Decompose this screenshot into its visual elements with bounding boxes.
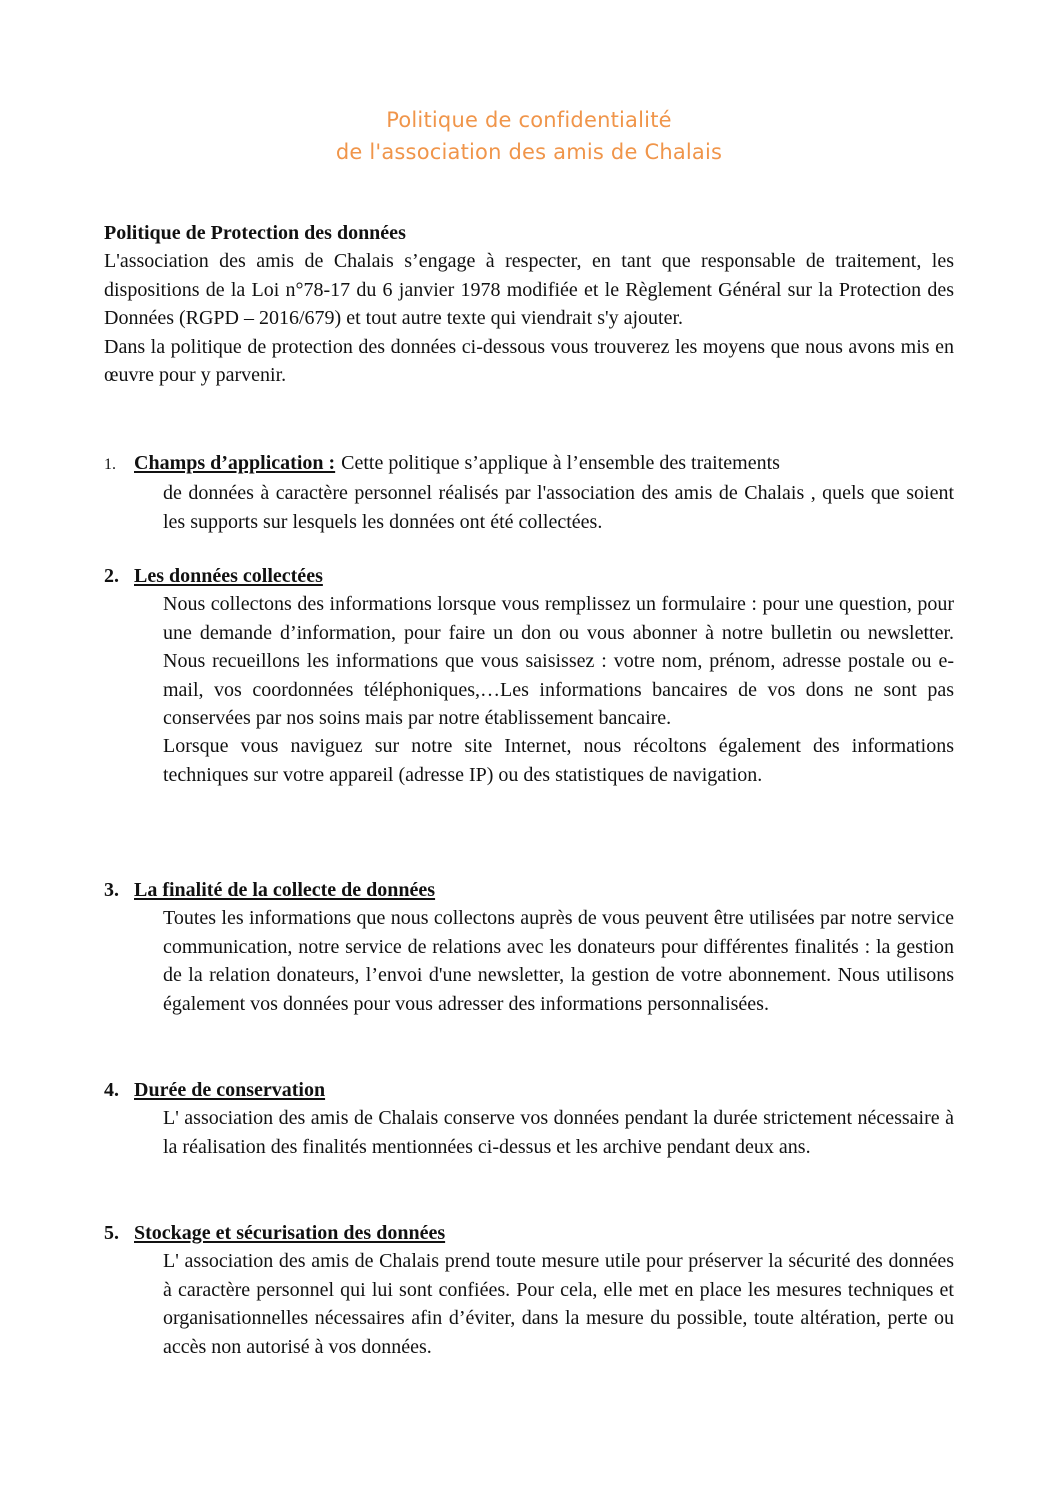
section-paragraph-1: Nous collectons des informations lorsque vous remplissez un formulaire : pour une question, pour une demande d’information, pour faire un don ou vous abonner à notre bulletin ou newsletter. Nous recueillons les informations que vous saisissez : votre nom, prénom, adresse postale ou e-mail, vos coordonnées téléphoniques,…Les informations bancaires de vos dons ne sont pas conservées par nos soins mais par notre établissement bancaire. — [163, 593, 954, 730]
section-4 — [104, 1076, 954, 1161]
section-2 — [104, 562, 954, 789]
section-paragraph-2: Lorsque vous naviguez sur notre site Internet, nous récoltons également des informations techniques sur votre appareil (adresse IP) ou des statistiques de navigation. — [163, 735, 954, 786]
intro-paragraph-2: Dans la politique de protection des données ci-dessous vous trouverez les moyens que nous avons mis en œuvre pour y parvenir. — [104, 335, 954, 387]
section-paragraph-1: L' association des amis de Chalais prend toute mesure utile pour préserver la sécurité des données à caractère personnel qui lui sont confiées. Pour cela, elle met en place les mesures techniques et organisationnelles nécessaires afin d’éviter, dans la mesure du possible, toute altération, perte ou accès non autorisé à vos données. — [163, 1250, 954, 1358]
section-title: Les données collectées — [134, 565, 323, 587]
section-number: 5. — [104, 1222, 119, 1244]
section-first-line: Cette politique s’applique à l’ensemble des traitements — [341, 452, 780, 474]
section-title: Durée de conservation — [134, 1079, 326, 1101]
section-body: de données à caractère personnel réalisés par l'association des amis de Chalais , quels que soient les supports sur lesquels les données ont été collectées. — [163, 482, 954, 533]
section-paragraph-1: Toutes les informations que nous collectons auprès de vous peuvent être utilisées par notre service communication, notre service de relations avec les donateurs pour différentes finalités : la gestion de la relation donateurs, l’envoi d'une newsletter, la gestion de votre abonnement. Nous utilisons également vos données pour vous adresser des informations personnalisées. — [163, 907, 954, 1015]
intro-block — [104, 219, 954, 389]
intro-heading: Politique de Protection des données — [104, 222, 406, 244]
section-title: La finalité de la collecte de données — [134, 879, 436, 901]
section-1 — [104, 449, 954, 536]
section-number: 4. — [104, 1079, 119, 1101]
section-number: 1. — [104, 456, 116, 473]
document-title — [0, 104, 1058, 168]
section-number: 3. — [104, 879, 119, 901]
section-title: Stockage et sécurisation des données — [134, 1222, 446, 1244]
section-5 — [104, 1219, 954, 1361]
title-line-2: de l'association des amis de Chalais — [335, 140, 723, 164]
section-number: 2. — [104, 565, 119, 587]
section-3 — [104, 876, 954, 1018]
title-line-1: Politique de confidentialité — [386, 108, 672, 132]
section-title: Champs d’application : — [134, 452, 336, 474]
intro-paragraph-1: L'association des amis de Chalais s’engage à respecter, en tant que responsable de traitement, les dispositions de la Loi n°78-17 du 6 janvier 1978 modifiée et le Règlement Général sur la Protection des Données (RGPD – 2016/679) et tout autre texte qui viendrait s'y ajouter. — [104, 250, 954, 330]
section-paragraph-1: L' association des amis de Chalais conserve vos données pendant la durée strictement nécessaire à la réalisation des finalités mentionnées ci-dessus et les archive pendant deux ans. — [163, 1107, 954, 1158]
